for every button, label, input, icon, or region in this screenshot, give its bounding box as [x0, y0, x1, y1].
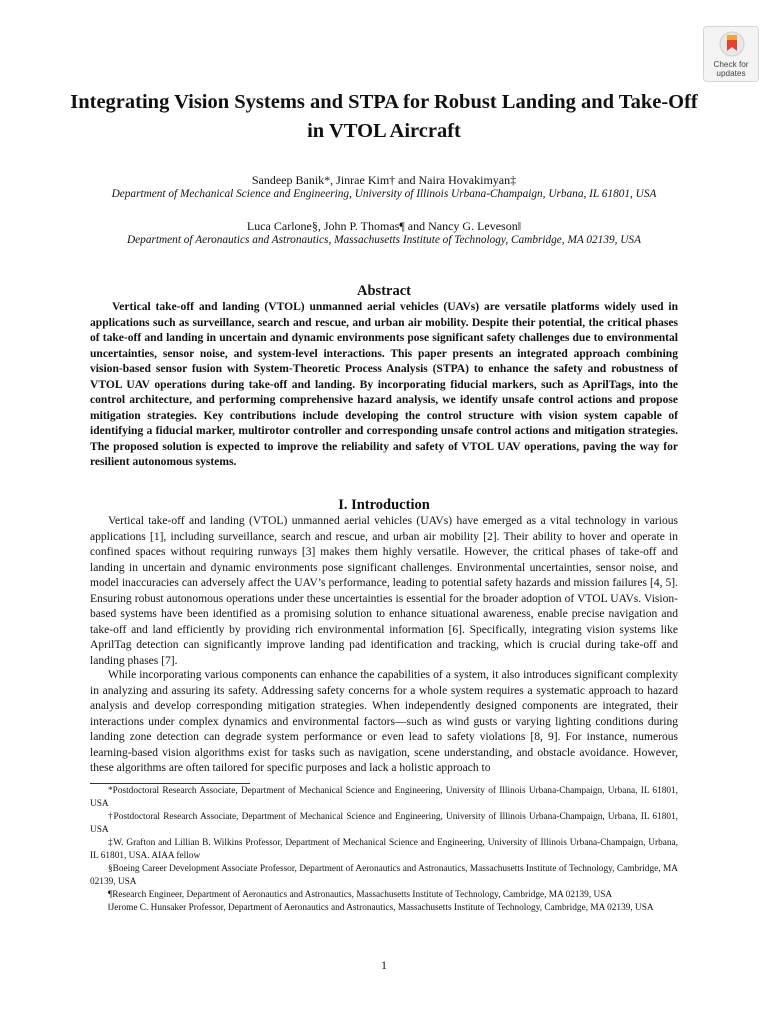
author-list-1: Sandeep Banik*, Jinrae Kim† and Naira Hovakimyan‡	[251, 173, 517, 187]
footnote: §Boeing Career Development Associate Professor, Department of Aeronautics and Astronautics, Massachusetts Institute of Technology, Cambridge, MA 02139, USA	[90, 864, 678, 887]
bookmark-icon	[719, 31, 745, 59]
abstract-text: Vertical take-off and landing (VTOL) unmanned aerial vehicles (UAVs) are versatile platforms widely used in applications such as surveillance, search and rescue, and urban air mobility. Despite their potential, the critical phases of take-off and landing in uncertain and dynamic environments pose significant safety challenges due to environmental uncertainties, sensor noise, and system-level interactions. This paper presents an integrated approach combining vision-based sensor fusion with System-Theoretic Process Analysis (STPA) to enhance the safety and robustness of VTOL UAV operations during take-off and landing. By incorporating fiducial markers, such as AprilTags, into the control architecture, and performing comprehensive hazard analysis, we identify unsafe control actions and propose mitigation strategies. Key contributions include developing the control structure with vision system capable of identifying a fiducial marker, multirotor controller and corresponding unsafe control actions and mitigation strategies. The proposed solution is expected to improve the reliability and safety of VTOL UAV operations, paving the way for resilient autonomous systems.	[90, 301, 678, 468]
footnote: ¶Research Engineer, Department of Aeronautics and Astronautics, Massachusetts Institute of Technology, Cambridge, MA 02139, USA	[108, 890, 613, 900]
intro-paragraph-2: While incorporating various components can enhance the capabilities of a system, it also introduces significant complexity in analyzing and assuring its safety. Addressing safety concerns for a whole system requires a systematic approach to hazard analysis and develop corresponding mitigation strategies. When independently designed components are integrated, their interactions under complex dynamics and environmental factors—such as wind gusts or varying lighting conditions during landing zone detection can degrade system performance or even lead to safety violations [8, 9]. For instance, numerous learning-based vision algorithms exist for tasks such as navigation, scene understanding, and obstacle avoidance. However, these algorithms are often tailored for specific purposes and lack a holistic approach to	[90, 669, 678, 774]
abstract-heading: Abstract	[357, 283, 411, 299]
intro-paragraph-1: Vertical take-off and landing (VTOL) unmanned aerial vehicles (UAVs) have emerged as a vital technology in various applications [1], including surveillance, search and rescue, and urban air mobility [2]. Their ability to hover and operate in confined spaces without requiring runways [3] makes them highly versatile. However, the critical phases of take-off and landing in uncertain and dynamic environments pose significant challenges. Environmental uncertainties, sensor noise, and model inaccuracies can adversely affect the UAV’s performance, leading to potential safety hazards and mission failures [4, 5]. Ensuring robust autonomous operations under these uncertainties is essential for the broader adoption of VTOL UAVs. Vision-based systems have been identified as a promising solution to enhance situational awareness, enable precise navigation and take-off and land efficiently by providing rich environmental information [6]. Specifically, integrating vision systems like AprilTag detection can significantly improve landing pad identification and tracking, which is crucial during take-off and landing phases [7].	[90, 515, 678, 667]
affiliation-2: Department of Aeronautics and Astronautics, Massachusetts Institute of Technology, Cambridge, MA 02139, USA	[127, 234, 641, 246]
paper-title: Integrating Vision Systems and STPA for Robust Landing and Take-Off in VTOL Aircraft	[70, 91, 698, 142]
footnotes	[90, 785, 678, 915]
page-number: 1	[381, 958, 387, 972]
footnote: †Postdoctoral Research Associate, Department of Mechanical Science and Engineering, University of Illinois Urbana-Champaign, Urbana, IL 61801, USA	[90, 812, 678, 835]
author-list-2: Luca Carlone§, John P. Thomas¶ and Nancy G. Leveson‖	[246, 219, 522, 233]
check-for-updates-badge[interactable]	[703, 26, 759, 82]
footnote: *Postdoctoral Research Associate, Department of Mechanical Science and Engineering, University of Illinois Urbana-Champaign, Urbana, IL 61801, USA	[90, 786, 678, 809]
introduction-heading: I. Introduction	[338, 497, 430, 513]
affiliation-1: Department of Mechanical Science and Engineering, University of Illinois Urbana-Champaign, Urbana, IL 61801, USA	[111, 188, 657, 200]
footnote-divider	[90, 783, 250, 784]
footnote: ‡W. Grafton and Lillian B. Wilkins Professor, Department of Mechanical Science and Engineering, University of Illinois Urbana-Champaign, Urbana, IL 61801, USA. AIAA fellow	[90, 838, 678, 861]
footnote: ‖Jerome C. Hunsaker Professor, Department of Aeronautics and Astronautics, Massachusetts Institute of Technology, Cambridge, MA 02139, USA	[108, 903, 654, 913]
badge-label: Check for updates	[713, 60, 749, 78]
